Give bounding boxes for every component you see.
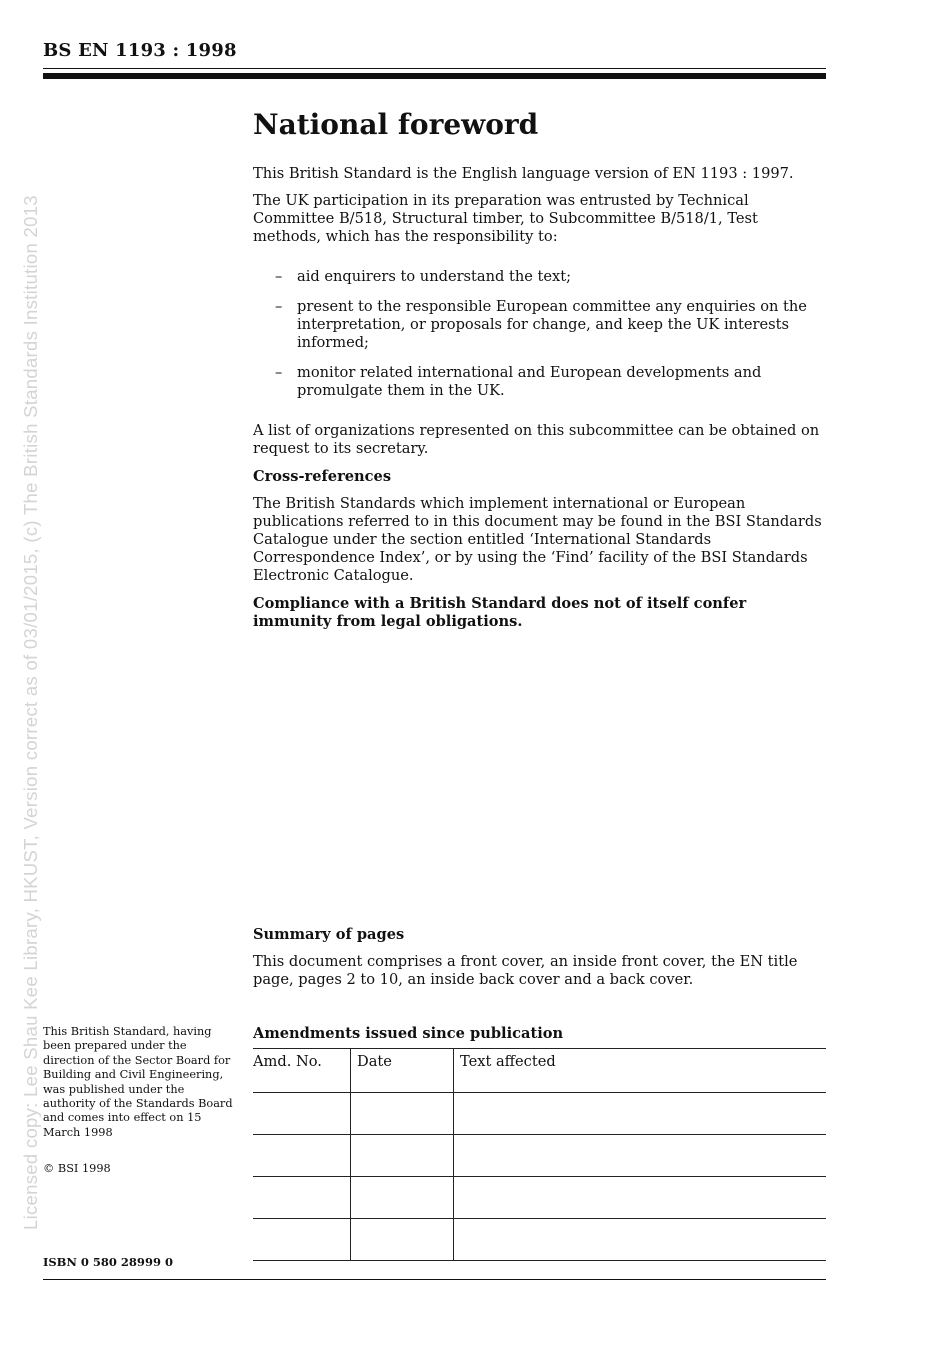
column-header-amd-no: Amd. No. [253,1049,351,1093]
summary-heading: Summary of pages [253,926,405,943]
table-header-row [253,1049,826,1093]
footer-rule [43,1279,826,1280]
license-watermark: Licensed copy: Lee Shau Kee Library, HKUST, Version correct as of 03/01/2015, (c) The British Standards Institution 2013 [20,195,41,1230]
document-id: BS EN 1193 : 1998 [43,40,237,61]
list-item: – monitor related international and European developments and promulgate them in the UK. [275,364,762,399]
cross-references-heading: Cross-references [253,468,392,485]
responsibility-list [253,268,828,400]
national-foreword [253,108,828,631]
dash-marker: – [275,364,283,381]
header-rule-thin [43,68,826,69]
summary-text: This document comprises a front cover, an inside front cover, the EN title page, pages 2 to 10, an inside back cover and a back cover. [253,953,798,988]
amendments-heading: Amendments issued since publication [253,1025,564,1042]
list-item: – aid enquirers to understand the text; [275,268,572,285]
organizations-paragraph: A list of organizations represented on this subcommittee can be obtained on request to its secretary. [253,422,820,457]
table-row [253,1177,826,1219]
summary-of-pages [253,926,828,989]
table-row [253,1219,826,1261]
dash-marker: – [275,268,283,285]
column-header-date: Date [351,1049,454,1093]
header-rule-thick [43,73,826,79]
isbn-number: ISBN 0 580 28999 0 [43,1255,173,1269]
dash-marker: – [275,298,283,315]
page-title: National foreword [253,108,539,141]
publication-statement: This British Standard, having been prepared under the direction of the Sector Board for Building and Civil Engineering, was published under the authority of the Standards Board and comes into effect on 15 March 1998 [43,1025,233,1139]
column-header-text-affected: Text affected [454,1049,827,1093]
amendments-table [253,1048,826,1261]
cross-references-text: The British Standards which implement international or European publications referred to in this document may be found in the BSI Standards Catalogue under the section entitled ‘International Standards Correspondence Index’, or by using the ‘Find’ facility of the BSI Standards Electronic Catalogue. [253,495,822,584]
table-row [253,1093,826,1135]
participation-paragraph: The UK participation in its preparation was entrusted by Technical Committee B/518, Structural timber, to Subcommittee B/518/1, Test methods, which has the responsibility to: [253,192,758,245]
table-row [253,1135,826,1177]
list-item: – present to the responsible European committee any enquiries on the interpretation, or proposals for change, and keep the UK interests informed; [275,298,807,351]
compliance-statement: Compliance with a British Standard does not of itself confer immunity from legal obligations. [253,595,747,630]
copyright-notice: © BSI 1998 [43,1162,111,1176]
intro-paragraph: This British Standard is the English language version of EN 1193 : 1997. [253,165,794,182]
publication-sidebar [43,1025,233,1177]
